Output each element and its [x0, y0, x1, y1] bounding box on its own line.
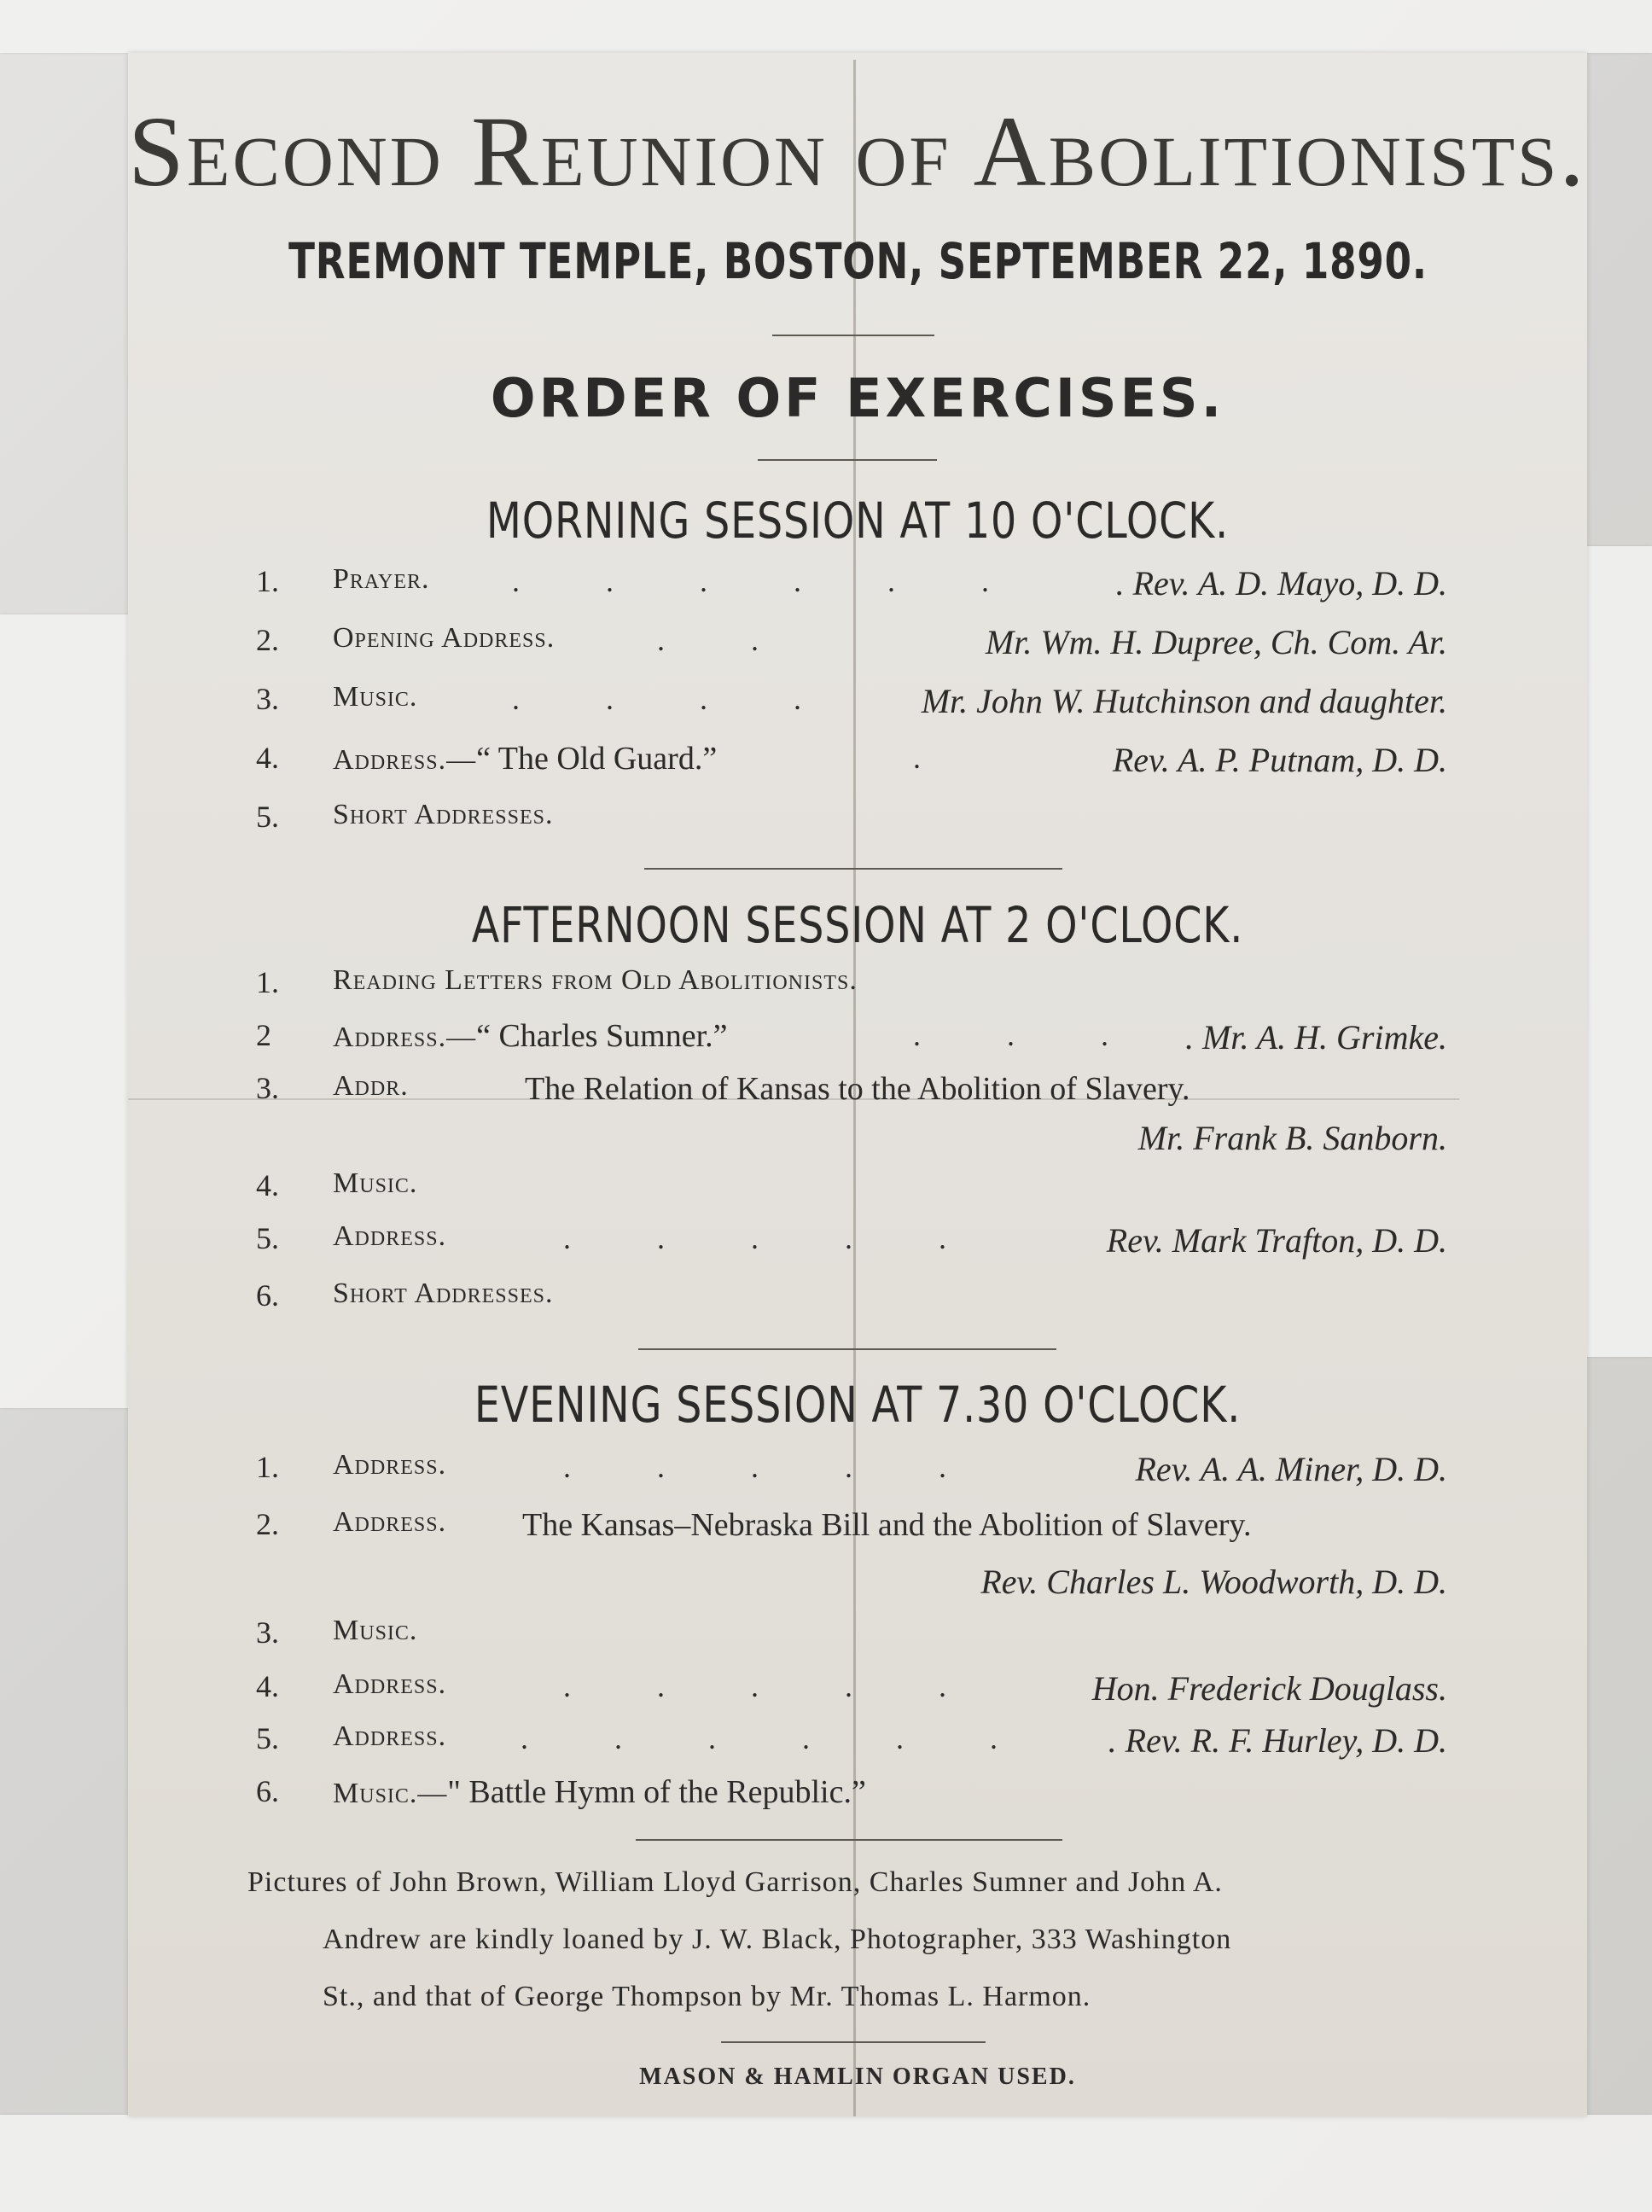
order-heading: ORDER OF EXERCISES. — [490, 367, 1225, 429]
item-label: Address.— — [333, 744, 477, 776]
item-label: Address. — [333, 1720, 447, 1752]
dot-leader: . . . . . — [563, 1221, 986, 1255]
dot-leader: . . — [657, 623, 798, 657]
speaker-name: Rev. A. P. Putnam, D. D. — [1112, 741, 1447, 779]
item-title: “ Charles Sumner.” — [476, 1018, 728, 1054]
tape-top — [0, 0, 1652, 53]
dot-leader: . . . . . . — [512, 564, 1028, 598]
item-number: 5. — [256, 1721, 279, 1755]
item-label: Music. — [333, 681, 418, 713]
divider — [636, 1839, 1062, 1841]
divider — [644, 868, 1062, 870]
evening-item-2-speaker — [0, 1562, 1652, 1613]
item-label: Address.— — [333, 1022, 477, 1053]
item-label: Short Addresses. — [333, 799, 554, 830]
item-number: 2 — [256, 1018, 271, 1052]
note-line-3: St., and that of George Thompson by Mr. Thomas L. Harmon. — [323, 1981, 1091, 2012]
item-label: Short Addresses. — [333, 1278, 554, 1309]
morning-item-3 — [0, 681, 1652, 732]
item-number: 5. — [256, 1221, 279, 1255]
tape-bottom — [0, 2115, 1652, 2212]
speaker-name: Mr. Wm. H. Dupree, Ch. Com. Ar. — [985, 623, 1447, 661]
item-label: Reading Letters from Old Abolitionists. — [333, 964, 858, 996]
morning-item-2 — [0, 622, 1652, 673]
item-number: 6. — [256, 1774, 279, 1808]
speaker-name: Rev. A. A. Miner, D. D. — [1135, 1450, 1447, 1488]
item-label: Music. — [333, 1167, 418, 1199]
item-number: 3. — [256, 682, 279, 716]
note-line-1: Pictures of John Brown, William Lloyd Garrison, Charles Sumner and John A. — [247, 1866, 1223, 1898]
item-label: Music.— — [333, 1778, 448, 1809]
evening-item-4 — [0, 1668, 1652, 1720]
divider — [758, 459, 937, 461]
afternoon-item-5 — [0, 1220, 1652, 1272]
dot-leader: . . . . . . — [521, 1721, 1037, 1755]
item-number: 1. — [256, 564, 279, 598]
speaker-name: Mr. Frank B. Sanborn. — [1137, 1119, 1447, 1157]
speaker-name: Rev. Mark Trafton, D. D. — [1106, 1221, 1447, 1260]
item-label-group — [333, 1017, 728, 1055]
item-label: Address. — [333, 1668, 447, 1700]
speaker-name: . Rev. A. D. Mayo, D. D. — [1115, 564, 1447, 602]
evening-item-3 — [0, 1615, 1652, 1666]
afternoon-item-4 — [0, 1167, 1652, 1219]
morning-item-5 — [0, 799, 1652, 850]
afternoon-item-3-speaker — [0, 1118, 1652, 1169]
dot-leader: . . . — [913, 1018, 1148, 1052]
item-label-group — [333, 1773, 866, 1811]
item-number: 4. — [256, 1669, 279, 1703]
evening-item-1 — [0, 1449, 1652, 1500]
item-label: Address. — [333, 1449, 447, 1481]
item-label: Addr. — [333, 1070, 409, 1102]
item-number: 4. — [256, 741, 279, 775]
item-number: 1. — [256, 965, 279, 999]
evening-item-2 — [0, 1506, 1652, 1557]
item-title: “ The Old Guard.” — [476, 741, 718, 777]
item-label: Address. — [333, 1220, 447, 1252]
item-number: 3. — [256, 1071, 279, 1105]
item-number: 6. — [256, 1278, 279, 1313]
morning-item-4 — [0, 740, 1652, 791]
morning-item-1 — [0, 563, 1652, 614]
divider — [721, 2041, 986, 2043]
item-number: 4. — [256, 1168, 279, 1202]
dot-leader: . . . . — [512, 682, 841, 716]
afternoon-item-3 — [0, 1070, 1652, 1121]
dot-leader: . . . . . — [563, 1450, 986, 1484]
item-title: The Kansas–Nebraska Bill and the Abolition of Slavery. — [522, 1507, 1252, 1543]
evening-item-5 — [0, 1720, 1652, 1772]
afternoon-heading: AFTERNOON SESSION AT 2 O'CLOCK. — [471, 896, 1244, 954]
evening-item-6 — [0, 1773, 1652, 1825]
venue-line: TREMONT TEMPLE, BOSTON, SEPTEMBER 22, 1890. — [288, 232, 1428, 290]
speaker-name: . Mr. A. H. Grimke. — [1184, 1018, 1447, 1057]
item-label: Address. — [333, 1506, 447, 1538]
item-title: The Relation of Kansas to the Abolition of Slavery. — [525, 1071, 1190, 1107]
item-title: " Battle Hymn of the Republic.” — [447, 1774, 866, 1810]
dot-leader: . . . . . — [563, 1669, 986, 1703]
divider — [772, 335, 934, 336]
speaker-name: Mr. John W. Hutchinson and daughter. — [921, 682, 1447, 720]
organ-credit: MASON & HAMLIN ORGAN USED. — [639, 2064, 1076, 2090]
pictures-note — [247, 1854, 1468, 2025]
item-label: Prayer. — [333, 563, 430, 595]
item-label: Music. — [333, 1615, 418, 1646]
item-number: 1. — [256, 1450, 279, 1484]
speaker-name: . Rev. R. F. Hurley, D. D. — [1108, 1721, 1447, 1760]
item-label-group — [333, 740, 717, 777]
item-label: Opening Address. — [333, 622, 556, 654]
speaker-name: Hon. Frederick Douglass. — [1091, 1669, 1447, 1708]
morning-heading: MORNING SESSION AT 10 O'CLOCK. — [486, 492, 1230, 550]
speaker-name: Rev. Charles L. Woodworth, D. D. — [980, 1563, 1447, 1601]
item-number: 5. — [256, 800, 279, 834]
item-number: 2. — [256, 623, 279, 657]
item-number: 3. — [256, 1615, 279, 1650]
afternoon-item-6 — [0, 1278, 1652, 1329]
program-title: Second Reunion of Abolitionists. — [128, 96, 1587, 207]
evening-heading: EVENING SESSION AT 7.30 O'CLOCK. — [474, 1376, 1242, 1434]
afternoon-item-1 — [0, 964, 1652, 1016]
item-number: 2. — [256, 1507, 279, 1541]
note-line-2: Andrew are kindly loaned by J. W. Black, Photographer, 333 Washington — [323, 1924, 1232, 1955]
dot-leader: . — [913, 741, 960, 775]
afternoon-item-2 — [0, 1017, 1652, 1068]
divider — [638, 1348, 1056, 1350]
